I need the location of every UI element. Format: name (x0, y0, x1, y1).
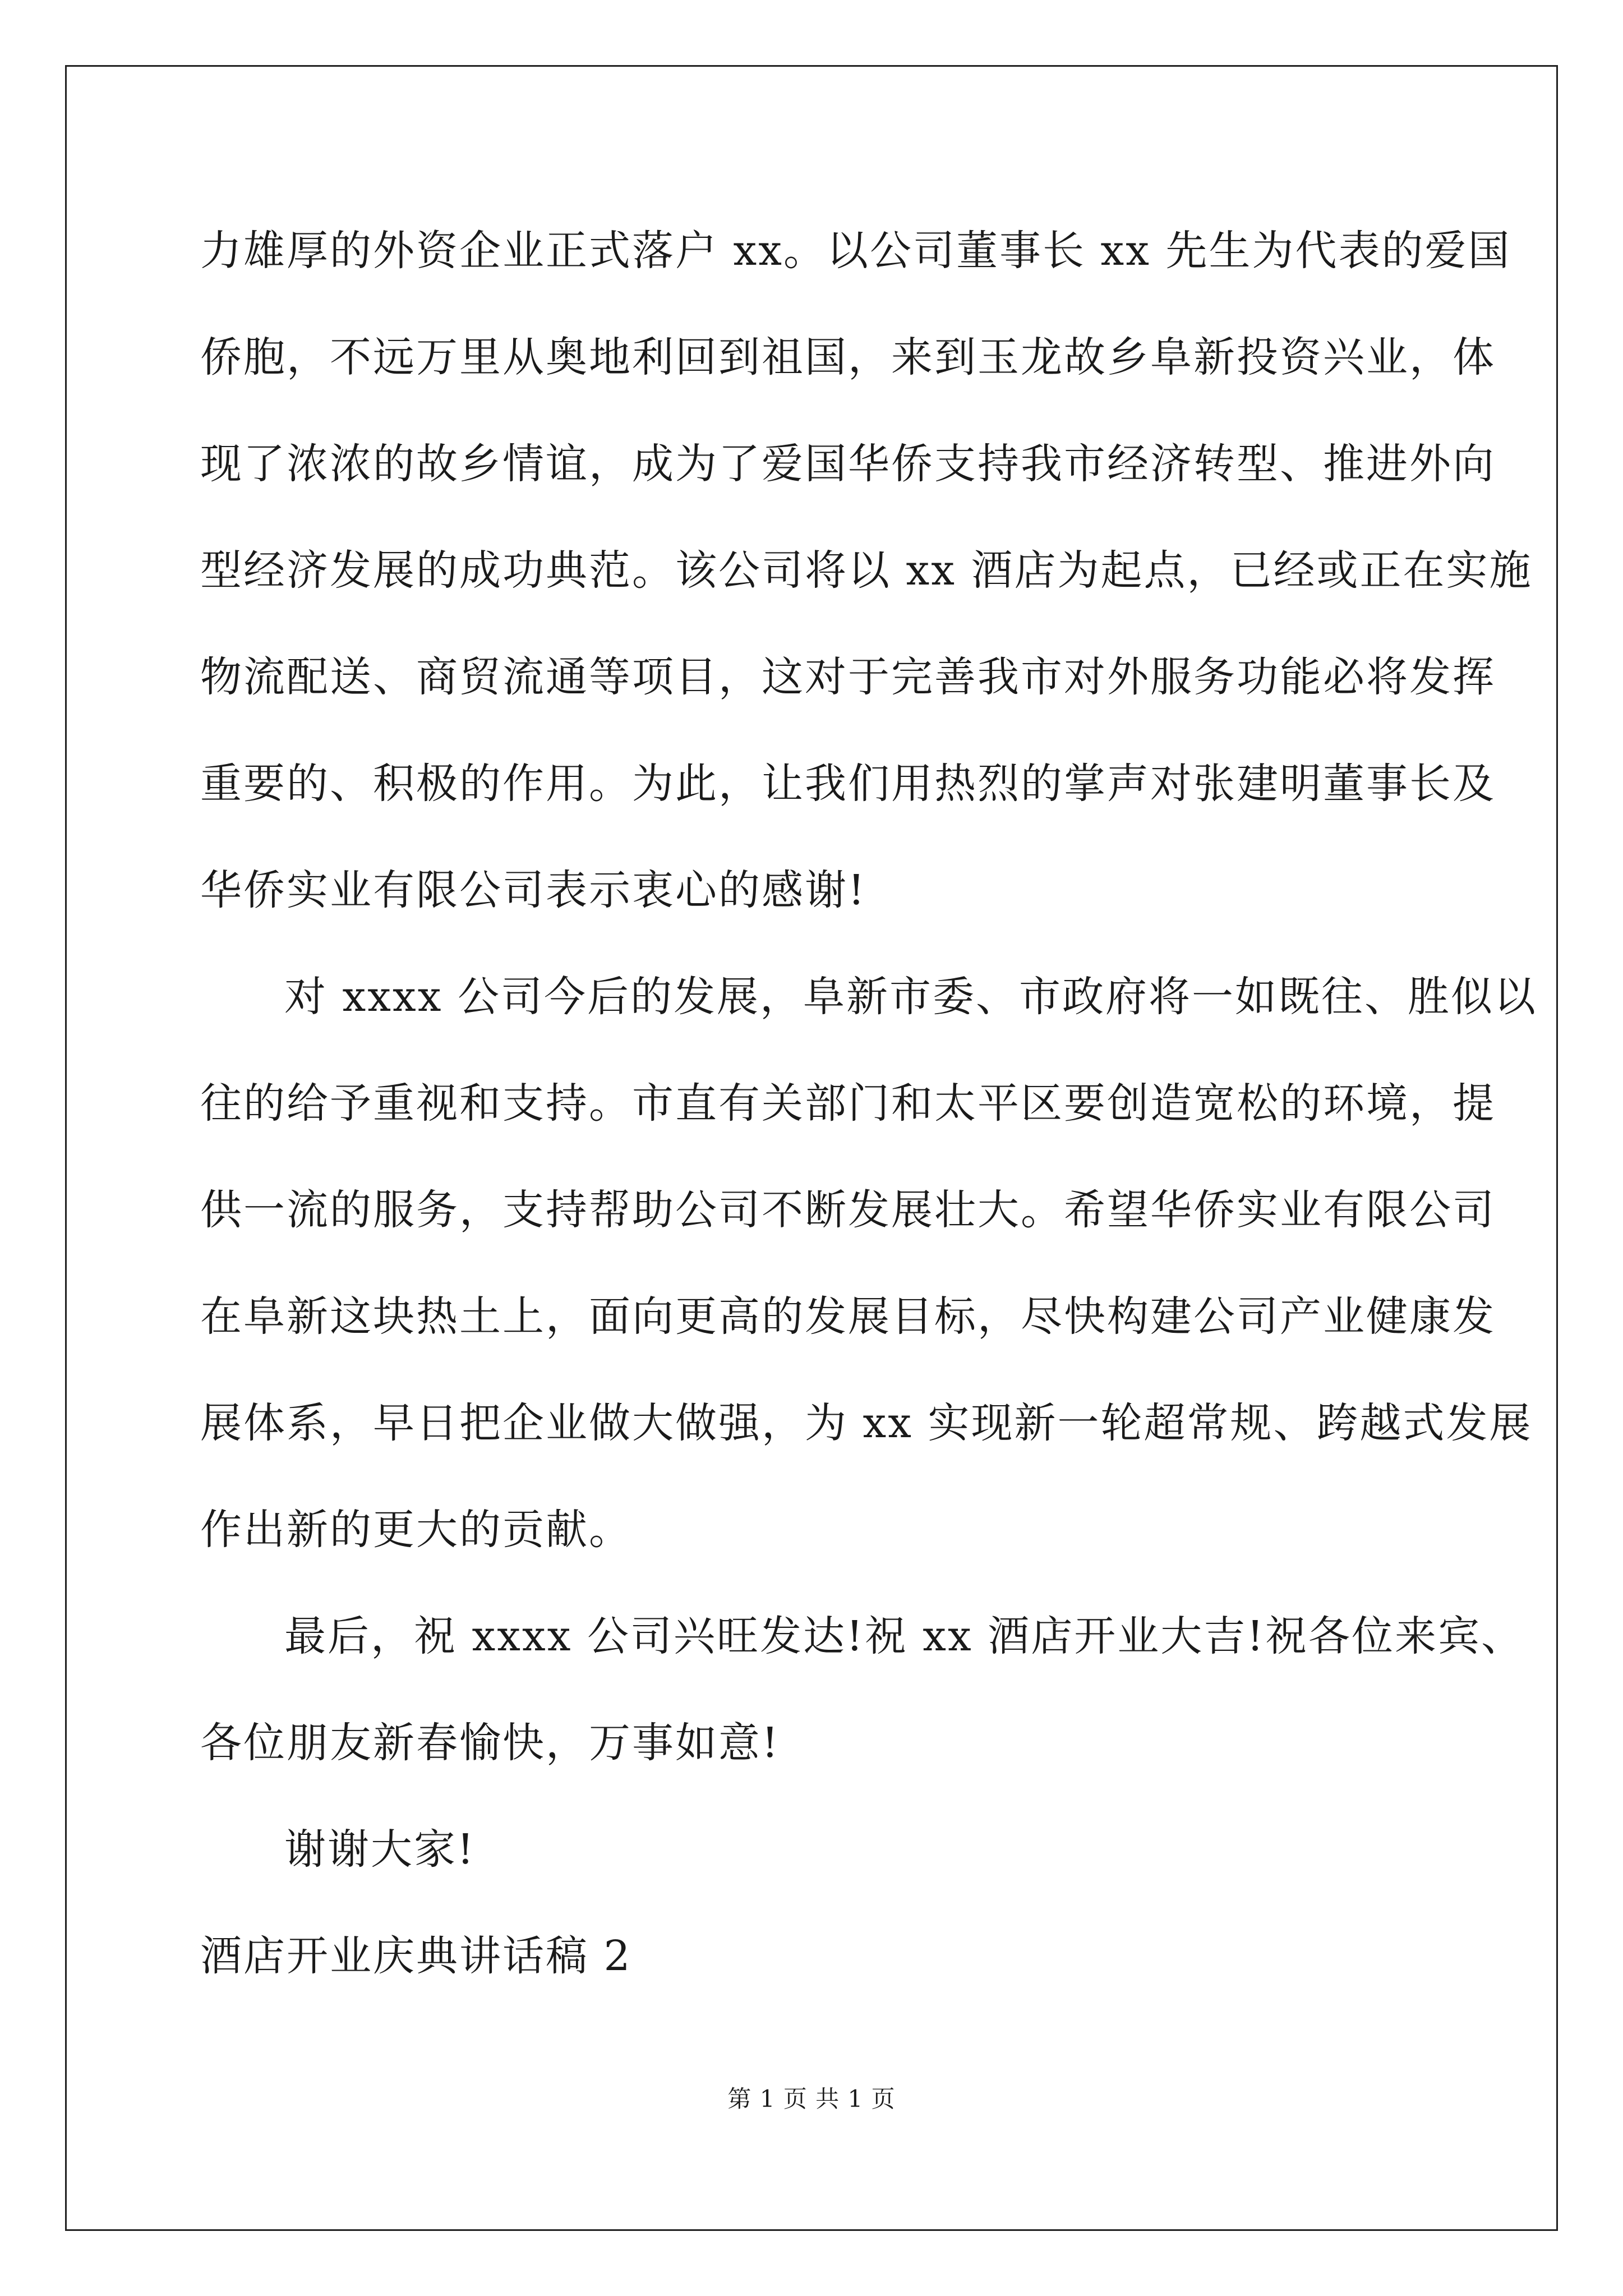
text-line: 对 xxxx 公司今后的发展，阜新市委、市政府将一如既往、胜似以 (284, 973, 1537, 1021)
text-line: 最后，祝 xxxx 公司兴旺发达!祝 xx 酒店开业大吉!祝各位来宾、 (284, 1612, 1524, 1660)
text-line: 物流配送、商贸流通等项目，这对于完善我市对外服务功能必将发挥 (200, 653, 1496, 701)
text-line: 供一流的服务，支持帮助公司不断发展壮大。希望华侨实业有限公司 (200, 1186, 1496, 1234)
text-line: 侨胞，不远万里从奥地利回到祖国，来到玉龙故乡阜新投资兴业，体 (200, 333, 1496, 381)
text-line: 各位朋友新春愉快，万事如意! (200, 1719, 780, 1767)
text-line: 作出新的更大的贡献。 (200, 1506, 632, 1554)
document-body (200, 209, 1537, 2021)
text-line: 谢谢大家! (284, 1825, 476, 1874)
text-line: 型经济发展的成功典范。该公司将以 xx 酒店为起点，已经或正在实施 (200, 546, 1533, 595)
section-heading: 酒店开业庆典讲话稿 2 (200, 1932, 632, 1980)
text-line: 在阜新这块热土上，面向更高的发展目标，尽快构建公司产业健康发 (200, 1292, 1496, 1341)
text-line: 华侨实业有限公司表示衷心的感谢! (200, 866, 866, 914)
text-line: 展体系，早日把企业做大做强，为 xx 实现新一轮超常规、跨越式发展 (200, 1399, 1533, 1447)
text-line: 力雄厚的外资企业正式落户 xx。以公司董事长 xx 先生为代表的爱国 (200, 227, 1511, 275)
text-line: 往的给予重视和支持。市直有关部门和太平区要创造宽松的环境，提 (200, 1079, 1496, 1128)
text-line: 现了浓浓的故乡情谊，成为了爱国华侨支持我市经济转型、推进外向 (200, 440, 1496, 488)
text-line: 重要的、积极的作用。为此，让我们用热烈的掌声对张建明董事长及 (200, 760, 1496, 808)
page-footer: 第 1 页 共 1 页 (727, 2085, 896, 2113)
